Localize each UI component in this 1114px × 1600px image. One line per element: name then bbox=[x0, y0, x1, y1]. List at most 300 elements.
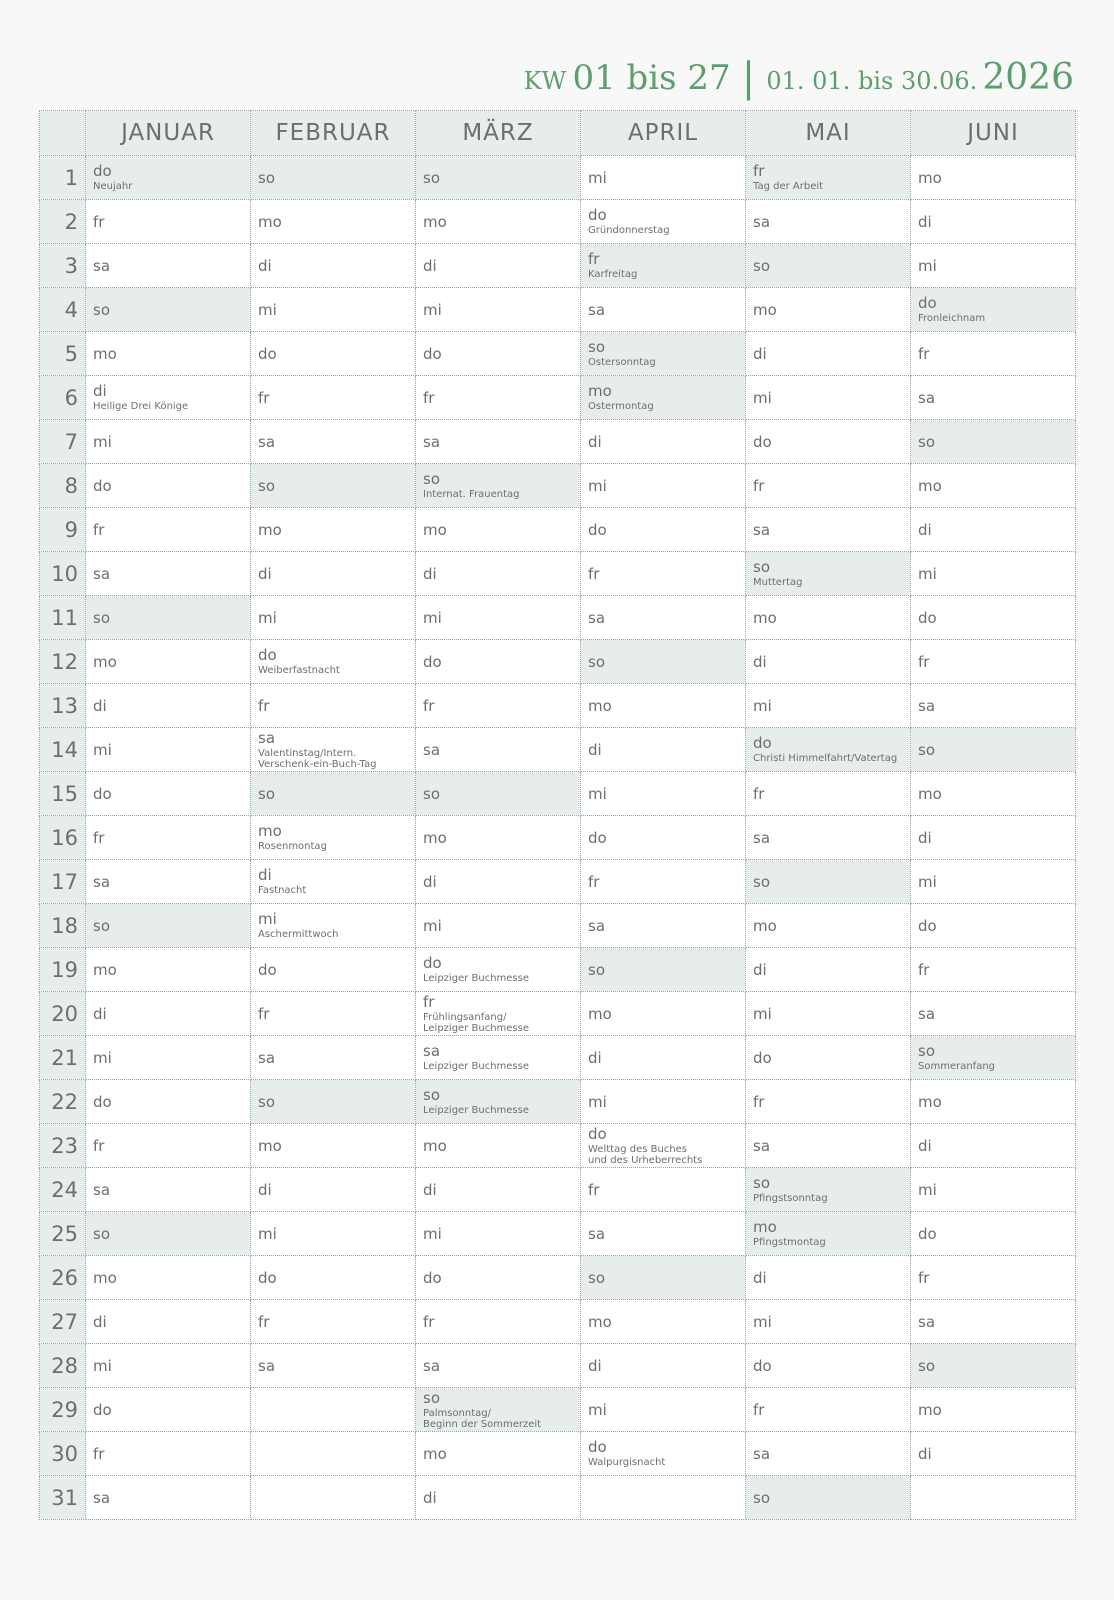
holiday-label: Fronleichnam bbox=[918, 313, 986, 324]
day-cell-januar bbox=[86, 728, 251, 772]
weekday-label: di bbox=[918, 1136, 932, 1155]
weekday-label: sa bbox=[918, 1004, 936, 1023]
day-number: 24 bbox=[40, 1168, 86, 1212]
day-cell-mai bbox=[746, 992, 911, 1036]
day-cell-februar bbox=[251, 860, 416, 904]
weekday-label: mi bbox=[93, 432, 112, 451]
day-cell-januar bbox=[86, 1432, 251, 1476]
day-cell-januar bbox=[86, 200, 251, 244]
weekday-label: do bbox=[258, 646, 277, 664]
weekday-label: mi bbox=[423, 300, 442, 319]
day-cell-mai bbox=[746, 552, 911, 596]
weekday-label: mi bbox=[258, 608, 277, 627]
day-cell-mai bbox=[746, 1080, 911, 1124]
day-row bbox=[40, 728, 1076, 772]
weekday-label: do bbox=[588, 206, 607, 224]
weekday-label: so bbox=[258, 476, 275, 495]
day-cell-mai bbox=[746, 1432, 911, 1476]
weekday-label: mo bbox=[423, 520, 447, 539]
day-cell-juni bbox=[911, 1212, 1076, 1256]
weekday-label: mo bbox=[93, 1268, 117, 1287]
day-row bbox=[40, 596, 1076, 640]
day-row bbox=[40, 1168, 1076, 1212]
day-cell-juni bbox=[911, 244, 1076, 288]
weekday-label: mo bbox=[423, 1444, 447, 1463]
day-row bbox=[40, 376, 1076, 420]
weekday-label: sa bbox=[918, 388, 936, 407]
month-header-januar: JANUAR bbox=[86, 111, 251, 156]
holiday-label: Christi Himmelfahrt/Vatertag bbox=[753, 753, 898, 764]
day-row bbox=[40, 1124, 1076, 1168]
weekday-label: so bbox=[753, 872, 770, 891]
header-corner bbox=[40, 111, 86, 156]
day-cell-januar bbox=[86, 1300, 251, 1344]
day-cell-mai bbox=[746, 1124, 911, 1168]
weekday-label: mo bbox=[918, 1400, 942, 1419]
day-cell-mai bbox=[746, 860, 911, 904]
day-cell-juni bbox=[911, 156, 1076, 200]
weekday-label: do bbox=[93, 1400, 112, 1419]
weekday-label: so bbox=[753, 558, 770, 576]
day-cell-maerz bbox=[416, 288, 581, 332]
day-cell-mai bbox=[746, 156, 911, 200]
day-cell-april bbox=[581, 816, 746, 860]
weekday-label: mo bbox=[918, 476, 942, 495]
weekday-label: sa bbox=[93, 872, 111, 891]
day-number: 26 bbox=[40, 1256, 86, 1300]
day-cell-april bbox=[581, 508, 746, 552]
day-cell-maerz bbox=[416, 948, 581, 992]
day-row bbox=[40, 464, 1076, 508]
weekday-label: sa bbox=[753, 1136, 771, 1155]
title-kw: KW bbox=[523, 67, 568, 95]
day-cell-januar bbox=[86, 332, 251, 376]
day-cell-maerz bbox=[416, 772, 581, 816]
day-number: 11 bbox=[40, 596, 86, 640]
day-cell-april bbox=[581, 552, 746, 596]
day-cell-januar bbox=[86, 156, 251, 200]
day-cell-maerz bbox=[416, 1344, 581, 1388]
weekday-label: so bbox=[753, 1174, 770, 1192]
day-row bbox=[40, 816, 1076, 860]
weekday-label: mo bbox=[93, 344, 117, 363]
weekday-label: mo bbox=[423, 212, 447, 231]
day-number: 7 bbox=[40, 420, 86, 464]
weekday-label: do bbox=[423, 652, 442, 671]
day-cell-februar bbox=[251, 552, 416, 596]
day-cell-mai bbox=[746, 1036, 911, 1080]
day-cell-januar bbox=[86, 1256, 251, 1300]
day-cell-juni bbox=[911, 1344, 1076, 1388]
day-cell-juni bbox=[911, 948, 1076, 992]
day-cell-april bbox=[581, 640, 746, 684]
weekday-label: fr bbox=[588, 564, 600, 583]
day-cell-juni bbox=[911, 376, 1076, 420]
weekday-label: mo bbox=[753, 608, 777, 627]
day-cell-januar bbox=[86, 1388, 251, 1432]
weekday-label: fr bbox=[93, 212, 105, 231]
day-cell-februar bbox=[251, 992, 416, 1036]
weekday-label: fr bbox=[423, 696, 435, 715]
weekday-label: fr bbox=[423, 388, 435, 407]
weekday-label: so bbox=[588, 652, 605, 671]
day-cell-april bbox=[581, 1476, 746, 1520]
day-cell-maerz bbox=[416, 904, 581, 948]
holiday-label: Gründonnerstag bbox=[588, 225, 670, 236]
day-row bbox=[40, 1344, 1076, 1388]
day-number: 8 bbox=[40, 464, 86, 508]
day-cell-mai bbox=[746, 1300, 911, 1344]
month-header-row bbox=[40, 111, 1076, 156]
weekday-label: di bbox=[753, 652, 767, 671]
weekday-label: do bbox=[753, 734, 772, 752]
weekday-label: do bbox=[258, 1268, 277, 1287]
weekday-label: sa bbox=[753, 1444, 771, 1463]
day-cell-januar bbox=[86, 948, 251, 992]
weekday-label: di bbox=[588, 1048, 602, 1067]
day-cell-april bbox=[581, 1036, 746, 1080]
day-cell-februar bbox=[251, 1300, 416, 1344]
weekday-label: fr bbox=[423, 1312, 435, 1331]
day-cell-juni bbox=[911, 816, 1076, 860]
day-row bbox=[40, 1212, 1076, 1256]
day-row bbox=[40, 1256, 1076, 1300]
day-cell-maerz bbox=[416, 464, 581, 508]
day-cell-april bbox=[581, 1344, 746, 1388]
month-header-juni: JUNI bbox=[911, 111, 1076, 156]
holiday-label: Pfingstsonntag bbox=[753, 1193, 828, 1204]
weekday-label: fr bbox=[93, 1444, 105, 1463]
day-cell-maerz bbox=[416, 1036, 581, 1080]
day-cell-maerz bbox=[416, 640, 581, 684]
weekday-label: fr bbox=[753, 476, 765, 495]
weekday-label: do bbox=[93, 1092, 112, 1111]
weekday-label: so bbox=[93, 300, 110, 319]
day-row bbox=[40, 420, 1076, 464]
weekday-label: mi bbox=[423, 1224, 442, 1243]
weekday-label: do bbox=[753, 432, 772, 451]
holiday-label-line2: Leipziger Buchmesse bbox=[423, 1022, 529, 1034]
weekday-label: mi bbox=[753, 696, 772, 715]
weekday-label: di bbox=[93, 1312, 107, 1331]
day-cell-maerz bbox=[416, 1124, 581, 1168]
weekday-label: di bbox=[258, 564, 272, 583]
weekday-label: mo bbox=[588, 1312, 612, 1331]
weekday-label: sa bbox=[753, 828, 771, 847]
weekday-label: di bbox=[93, 1004, 107, 1023]
day-number: 2 bbox=[40, 200, 86, 244]
holiday-label: Ostermontag bbox=[588, 401, 654, 412]
weekday-label: sa bbox=[258, 728, 276, 747]
holiday-label: Pfingstmontag bbox=[753, 1237, 826, 1248]
day-cell-mai bbox=[746, 1212, 911, 1256]
day-cell-maerz bbox=[416, 156, 581, 200]
day-cell-januar bbox=[86, 1168, 251, 1212]
day-number: 30 bbox=[40, 1432, 86, 1476]
day-number: 17 bbox=[40, 860, 86, 904]
day-row bbox=[40, 552, 1076, 596]
weekday-label: sa bbox=[753, 520, 771, 539]
weekday-label: sa bbox=[588, 916, 606, 935]
weekday-label: fr bbox=[258, 696, 270, 715]
weekday-label: do bbox=[588, 1124, 607, 1143]
day-cell-juni bbox=[911, 1036, 1076, 1080]
weekday-label: mi bbox=[588, 784, 607, 803]
weekday-label: mo bbox=[753, 1218, 777, 1236]
day-row bbox=[40, 244, 1076, 288]
day-cell-juni bbox=[911, 1388, 1076, 1432]
weekday-label: mi bbox=[258, 1224, 277, 1243]
day-cell-januar bbox=[86, 596, 251, 640]
day-row bbox=[40, 1080, 1076, 1124]
day-number: 9 bbox=[40, 508, 86, 552]
day-cell-februar bbox=[251, 904, 416, 948]
day-number: 22 bbox=[40, 1080, 86, 1124]
day-cell-mai bbox=[746, 816, 911, 860]
day-cell-juni bbox=[911, 1476, 1076, 1520]
day-number: 10 bbox=[40, 552, 86, 596]
day-row bbox=[40, 640, 1076, 684]
day-cell-januar bbox=[86, 288, 251, 332]
weekday-label: mi bbox=[588, 1092, 607, 1111]
day-cell-januar bbox=[86, 860, 251, 904]
weekday-label: di bbox=[93, 696, 107, 715]
day-number: 5 bbox=[40, 332, 86, 376]
weekday-label: so bbox=[918, 432, 935, 451]
month-header-februar: FEBRUAR bbox=[251, 111, 416, 156]
day-cell-juni bbox=[911, 288, 1076, 332]
weekday-label: di bbox=[423, 1488, 437, 1507]
weekday-label: di bbox=[423, 256, 437, 275]
day-row bbox=[40, 1476, 1076, 1520]
weekday-label: mi bbox=[588, 168, 607, 187]
weekday-label: sa bbox=[258, 1356, 276, 1375]
weekday-label: do bbox=[918, 294, 937, 312]
day-cell-maerz bbox=[416, 332, 581, 376]
weekday-label: so bbox=[93, 916, 110, 935]
day-number: 31 bbox=[40, 1476, 86, 1520]
holiday-label: Leipziger Buchmesse bbox=[423, 973, 529, 984]
day-cell-juni bbox=[911, 420, 1076, 464]
holiday-label: Leipziger Buchmesse bbox=[423, 1061, 529, 1072]
day-cell-mai bbox=[746, 376, 911, 420]
day-number: 18 bbox=[40, 904, 86, 948]
day-cell-maerz bbox=[416, 200, 581, 244]
weekday-label: so bbox=[588, 1268, 605, 1287]
day-number: 14 bbox=[40, 728, 86, 772]
day-number: 20 bbox=[40, 992, 86, 1036]
holiday-label: Fastnacht bbox=[258, 885, 307, 896]
day-cell-april bbox=[581, 332, 746, 376]
weekday-label: mo bbox=[93, 652, 117, 671]
weekday-label: so bbox=[423, 470, 440, 488]
weekday-label: sa bbox=[918, 1312, 936, 1331]
day-cell-mai bbox=[746, 1388, 911, 1432]
weekday-label: mo bbox=[918, 1092, 942, 1111]
weekday-label: sa bbox=[93, 564, 111, 583]
day-cell-januar bbox=[86, 376, 251, 420]
day-cell-februar bbox=[251, 156, 416, 200]
day-number: 25 bbox=[40, 1212, 86, 1256]
weekday-label: sa bbox=[918, 696, 936, 715]
day-cell-mai bbox=[746, 1256, 911, 1300]
weekday-label: so bbox=[258, 1092, 275, 1111]
day-cell-maerz bbox=[416, 1212, 581, 1256]
day-cell-mai bbox=[746, 904, 911, 948]
weekday-label: fr bbox=[588, 872, 600, 891]
weekday-label: sa bbox=[93, 256, 111, 275]
weekday-label: mo bbox=[258, 520, 282, 539]
day-cell-januar bbox=[86, 244, 251, 288]
day-number: 3 bbox=[40, 244, 86, 288]
day-cell-april bbox=[581, 1388, 746, 1432]
weekday-label: di bbox=[753, 1268, 767, 1287]
day-cell-maerz bbox=[416, 1256, 581, 1300]
day-cell-april bbox=[581, 728, 746, 772]
day-number: 23 bbox=[40, 1124, 86, 1168]
weekday-label: mo bbox=[588, 1004, 612, 1023]
holiday-label: Weiberfastnacht bbox=[258, 665, 340, 676]
day-cell-maerz bbox=[416, 860, 581, 904]
weekday-label: fr bbox=[918, 960, 930, 979]
day-row bbox=[40, 904, 1076, 948]
weekday-label: so bbox=[258, 168, 275, 187]
day-cell-februar bbox=[251, 288, 416, 332]
weekday-label: di bbox=[258, 256, 272, 275]
day-cell-maerz bbox=[416, 376, 581, 420]
day-cell-februar bbox=[251, 1388, 416, 1432]
day-cell-januar bbox=[86, 1212, 251, 1256]
day-number: 12 bbox=[40, 640, 86, 684]
day-cell-april bbox=[581, 464, 746, 508]
day-cell-januar bbox=[86, 1344, 251, 1388]
weekday-label: so bbox=[423, 168, 440, 187]
day-cell-februar bbox=[251, 1124, 416, 1168]
day-number: 16 bbox=[40, 816, 86, 860]
day-cell-mai bbox=[746, 464, 911, 508]
holiday-label-line2: und des Urheberrechts bbox=[588, 1154, 703, 1166]
day-cell-april bbox=[581, 948, 746, 992]
weekday-label: so bbox=[753, 256, 770, 275]
weekday-label: do bbox=[423, 344, 442, 363]
day-cell-februar bbox=[251, 420, 416, 464]
day-cell-februar bbox=[251, 1344, 416, 1388]
holiday-label: Neujahr bbox=[93, 181, 133, 192]
day-cell-juni bbox=[911, 1124, 1076, 1168]
weekday-label: fr bbox=[918, 344, 930, 363]
day-cell-februar bbox=[251, 1476, 416, 1520]
weekday-label: do bbox=[588, 1438, 607, 1456]
weekday-label: di bbox=[423, 872, 437, 891]
day-number: 21 bbox=[40, 1036, 86, 1080]
day-cell-maerz bbox=[416, 1476, 581, 1520]
day-cell-april bbox=[581, 1212, 746, 1256]
day-cell-maerz bbox=[416, 728, 581, 772]
weekday-label: do bbox=[258, 960, 277, 979]
weekday-label: do bbox=[753, 1048, 772, 1067]
day-cell-april bbox=[581, 1168, 746, 1212]
weekday-label: fr bbox=[588, 250, 600, 268]
weekday-label: fr bbox=[258, 388, 270, 407]
day-cell-mai bbox=[746, 1344, 911, 1388]
day-cell-maerz bbox=[416, 244, 581, 288]
day-row bbox=[40, 332, 1076, 376]
day-cell-maerz bbox=[416, 420, 581, 464]
weekday-label: sa bbox=[588, 1224, 606, 1243]
weekday-label: so bbox=[918, 740, 935, 759]
day-cell-januar bbox=[86, 464, 251, 508]
day-cell-juni bbox=[911, 200, 1076, 244]
weekday-label: di bbox=[258, 866, 272, 884]
day-cell-juni bbox=[911, 464, 1076, 508]
holiday-label: Internat. Frauentag bbox=[423, 489, 520, 500]
holiday-label-line2: Verschenk-ein-Buch-Tag bbox=[258, 758, 377, 770]
weekday-label: mi bbox=[93, 740, 112, 759]
day-cell-januar bbox=[86, 640, 251, 684]
weekday-label: mo bbox=[258, 822, 282, 840]
day-cell-januar bbox=[86, 1124, 251, 1168]
holiday-label-line2: Beginn der Sommerzeit bbox=[423, 1418, 542, 1430]
month-header-april: APRIL bbox=[581, 111, 746, 156]
holiday-label: Ostersonntag bbox=[588, 357, 656, 368]
weekday-label: mi bbox=[588, 476, 607, 495]
day-cell-juni bbox=[911, 1256, 1076, 1300]
day-cell-februar bbox=[251, 464, 416, 508]
day-cell-juni bbox=[911, 728, 1076, 772]
day-number: 27 bbox=[40, 1300, 86, 1344]
weekday-label: do bbox=[588, 828, 607, 847]
day-cell-juni bbox=[911, 1168, 1076, 1212]
weekday-label: sa bbox=[423, 740, 441, 759]
day-cell-juni bbox=[911, 640, 1076, 684]
holiday-label: Karfreitag bbox=[588, 269, 638, 280]
weekday-label: do bbox=[423, 954, 442, 972]
weekday-label: do bbox=[918, 608, 937, 627]
day-cell-februar bbox=[251, 1432, 416, 1476]
day-cell-juni bbox=[911, 904, 1076, 948]
day-cell-januar bbox=[86, 992, 251, 1036]
weekday-label: so bbox=[423, 1086, 440, 1104]
day-cell-maerz bbox=[416, 1300, 581, 1344]
day-row bbox=[40, 156, 1076, 200]
day-cell-mai bbox=[746, 1476, 911, 1520]
weekday-label: sa bbox=[753, 212, 771, 231]
weekday-label: sa bbox=[588, 300, 606, 319]
day-cell-februar bbox=[251, 1212, 416, 1256]
weekday-label: di bbox=[258, 1180, 272, 1199]
holiday-label: Leipziger Buchmesse bbox=[423, 1105, 529, 1116]
weekday-label: mo bbox=[258, 212, 282, 231]
weekday-label: fr bbox=[423, 992, 435, 1011]
holiday-label: Rosenmontag bbox=[258, 841, 327, 852]
day-row bbox=[40, 992, 1076, 1036]
day-cell-april bbox=[581, 1432, 746, 1476]
weekday-label: mi bbox=[753, 1312, 772, 1331]
weekday-label: do bbox=[588, 520, 607, 539]
day-cell-april bbox=[581, 1256, 746, 1300]
day-cell-februar bbox=[251, 244, 416, 288]
weekday-label: do bbox=[93, 476, 112, 495]
weekday-label: fr bbox=[93, 520, 105, 539]
weekday-label: do bbox=[918, 1224, 937, 1243]
day-cell-april bbox=[581, 772, 746, 816]
weekday-label: do bbox=[753, 1356, 772, 1375]
day-cell-januar bbox=[86, 508, 251, 552]
weekday-label: di bbox=[918, 212, 932, 231]
day-cell-januar bbox=[86, 420, 251, 464]
weekday-label: fr bbox=[753, 784, 765, 803]
day-number: 4 bbox=[40, 288, 86, 332]
